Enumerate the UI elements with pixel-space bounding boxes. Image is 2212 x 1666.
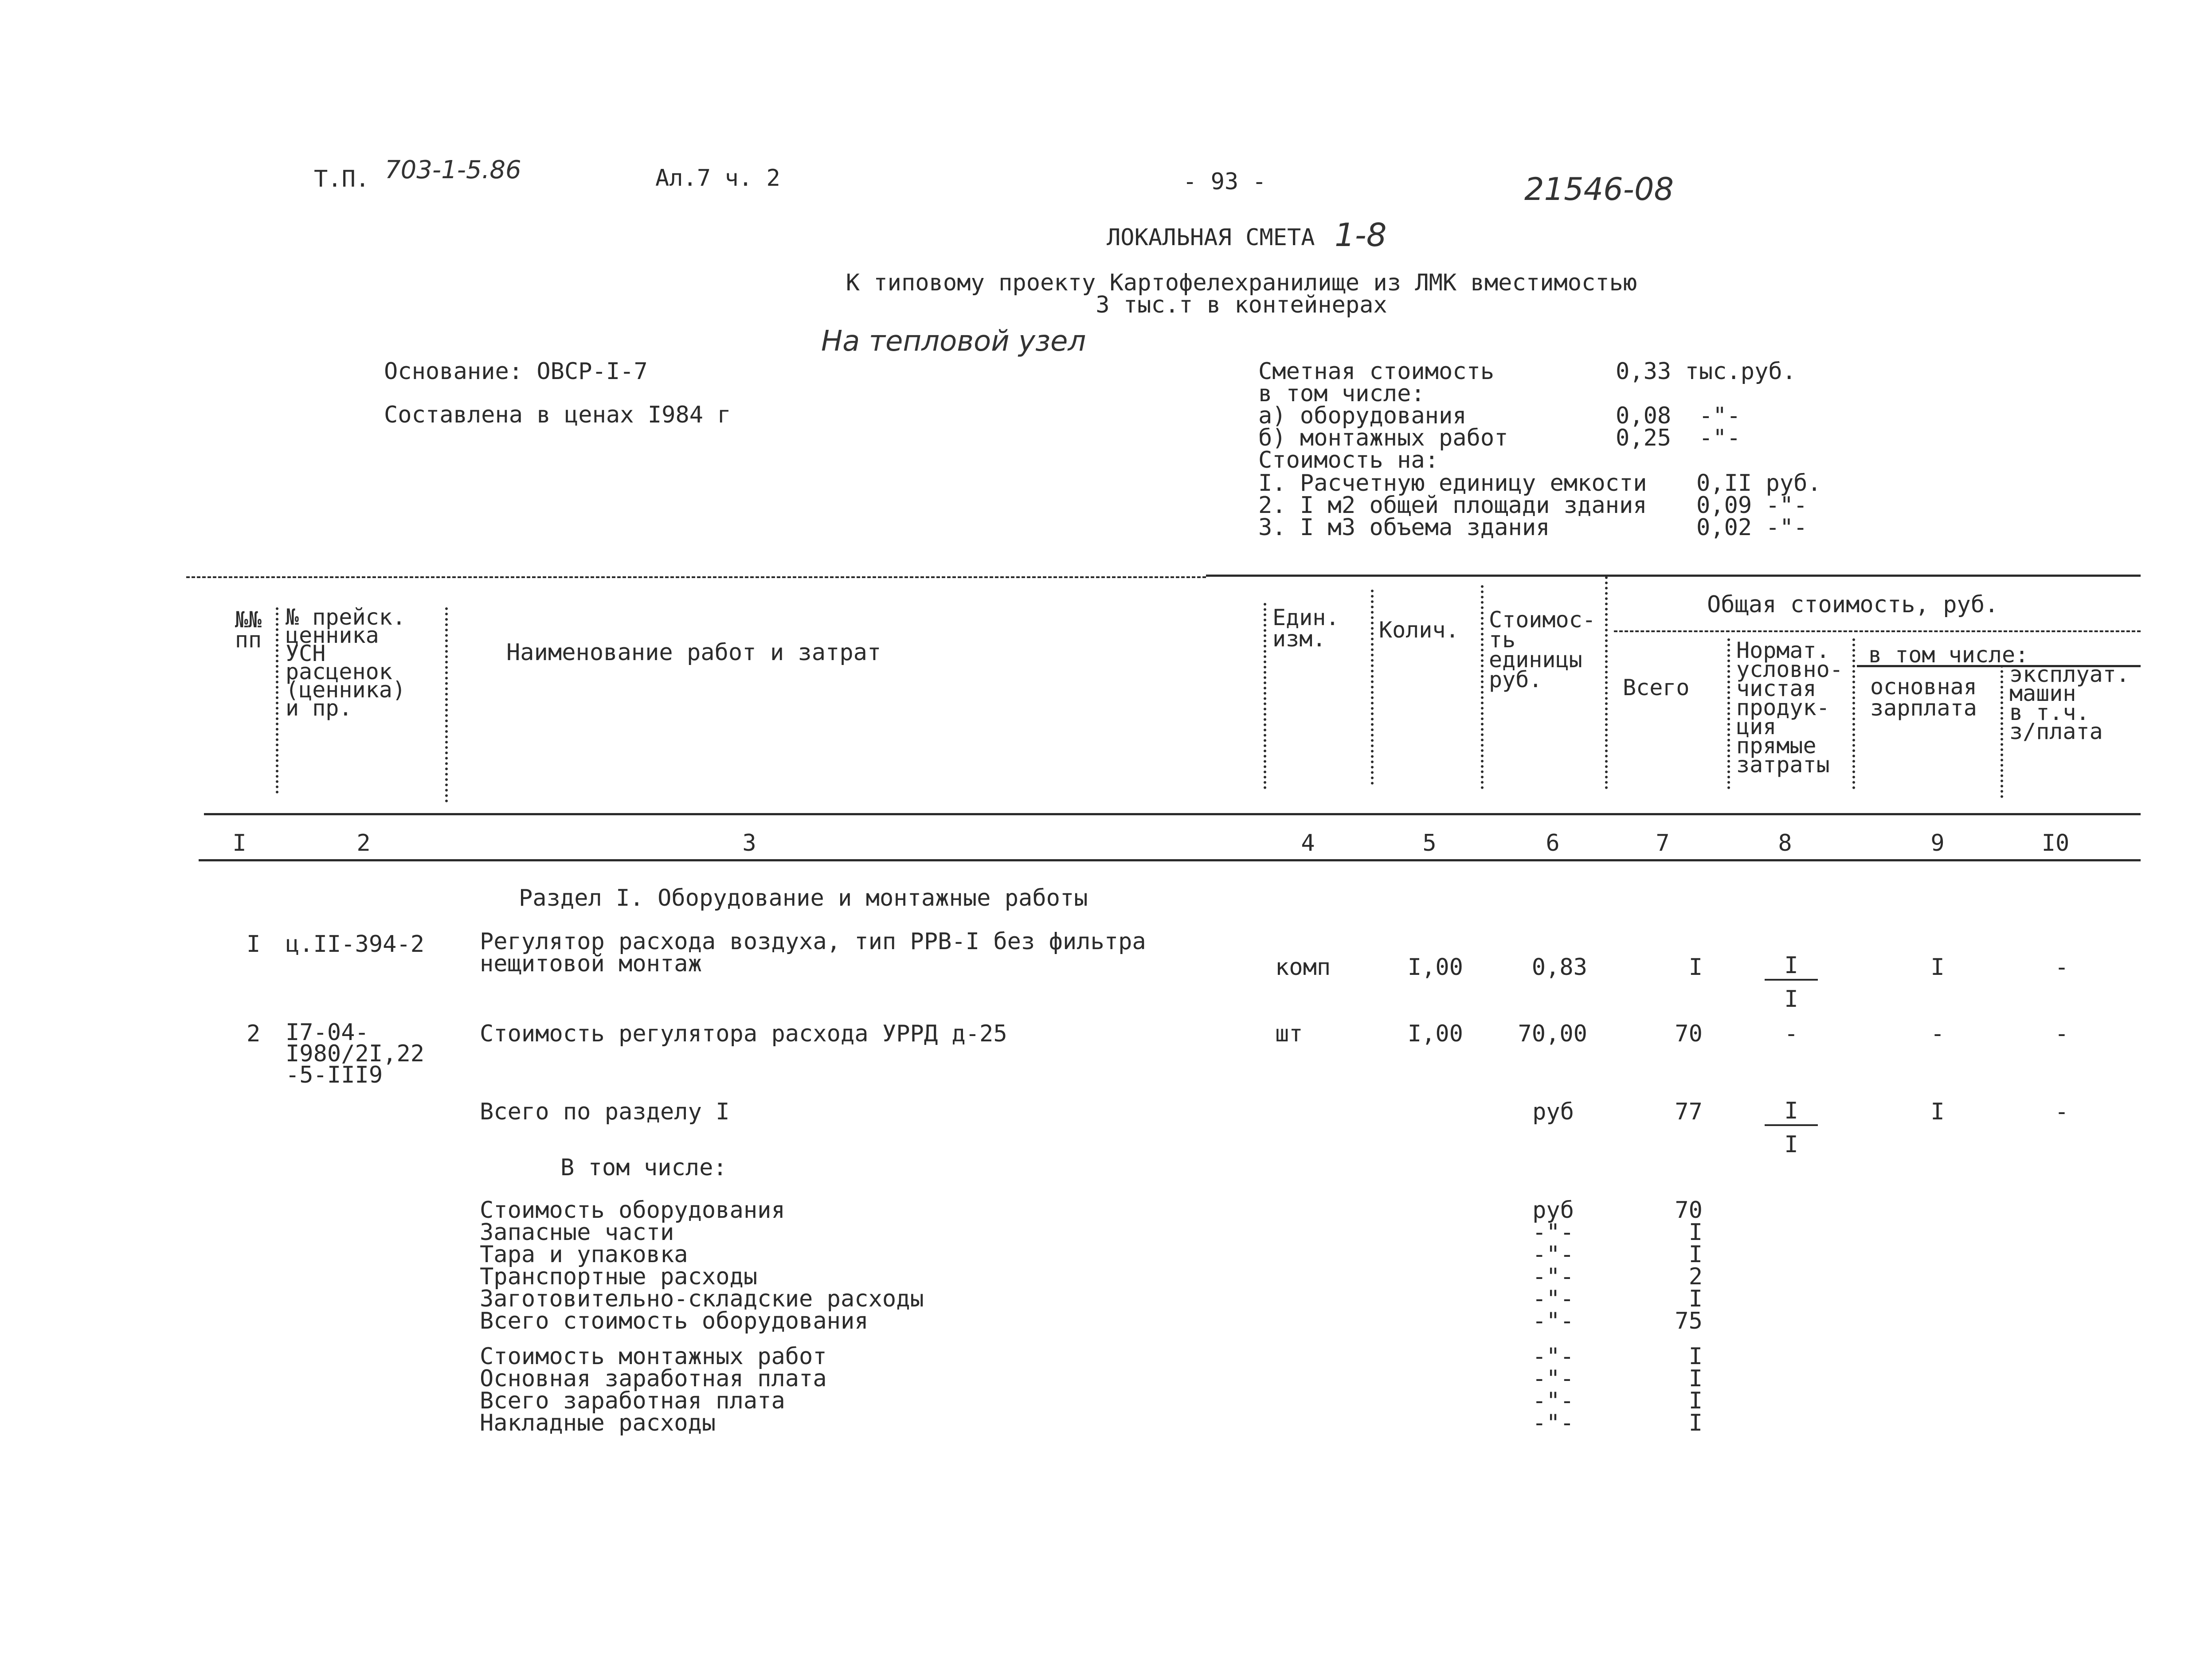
row-norm-bottom: I bbox=[1784, 986, 1798, 1013]
tp-prefix: Т.П. bbox=[314, 166, 370, 192]
colnum: I0 bbox=[2041, 830, 2070, 856]
table-top-rule bbox=[1206, 575, 2141, 577]
breakdown-unit: -"- bbox=[1532, 1365, 1574, 1392]
doc-title-number: 1-8 bbox=[1335, 216, 1387, 254]
summary-mount-label: б) монтажных работ bbox=[1258, 425, 1508, 451]
col-separator bbox=[276, 607, 278, 794]
row-price: 70,00 bbox=[1518, 1021, 1587, 1047]
doc-code: 21546-08 bbox=[1524, 171, 1674, 207]
doc-title: ЛОКАЛЬНАЯ СМЕТА bbox=[1107, 224, 1315, 251]
row-name: Регулятор расхода воздуха, тип РРВ-I без фильтра нещитовой монтаж bbox=[480, 928, 1146, 977]
header-total: Всего bbox=[1623, 675, 1690, 700]
breakdown-value: I bbox=[1688, 1241, 1703, 1268]
col-separator bbox=[445, 607, 448, 802]
header-unit: Един. изм. bbox=[1272, 605, 1339, 652]
row-num: 2 bbox=[247, 1021, 261, 1047]
row-total: 70 bbox=[1675, 1021, 1703, 1047]
breakdown-label: Всего стоимость оборудования bbox=[480, 1308, 869, 1334]
breakdown-unit: -"- bbox=[1532, 1308, 1574, 1334]
summary-unit3-label: 3. I м3 объема здания bbox=[1258, 514, 1550, 541]
colnum-bottom-rule bbox=[199, 859, 2141, 861]
section-total-label: Всего по разделу I bbox=[480, 1099, 730, 1125]
col-separator bbox=[1852, 638, 1855, 789]
colnum: 8 bbox=[1778, 830, 1792, 856]
summary-equip-label: а) оборудования bbox=[1258, 403, 1467, 429]
summary-unit1-value: 0,II руб. bbox=[1696, 470, 1821, 497]
breakdown-unit: -"- bbox=[1532, 1286, 1574, 1312]
breakdown-label: Запасные части bbox=[480, 1219, 674, 1246]
page-number: - 93 - bbox=[1183, 168, 1266, 195]
section-total-value: 77 bbox=[1675, 1099, 1703, 1125]
breakdown-unit: -"- bbox=[1532, 1410, 1574, 1436]
col-separator bbox=[1264, 603, 1266, 789]
row-code: I7-04- I980/2I,22 -5-III9 bbox=[286, 1019, 425, 1088]
row-code: ц.II-394-2 bbox=[286, 931, 425, 958]
breakdown-value: I bbox=[1688, 1410, 1703, 1436]
breakdown-label: Заготовительно-складские расходы bbox=[480, 1286, 924, 1312]
row-price: 0,83 bbox=[1531, 954, 1587, 981]
row-qty: I,00 bbox=[1407, 954, 1463, 981]
summary-equip-value: 0,08 -"- bbox=[1616, 403, 1741, 429]
row-num: I bbox=[247, 931, 261, 958]
summary-unit2-label: 2. I м2 общей площади здания bbox=[1258, 492, 1647, 519]
header-name: Наименование работ и затрат bbox=[506, 639, 881, 666]
group-header-rule bbox=[1614, 630, 2141, 632]
summary-unit2-value: 0,09 -"- bbox=[1696, 492, 1808, 519]
header-num: №№ пп bbox=[235, 607, 262, 653]
breakdown-label: Тара и упаковка bbox=[480, 1241, 688, 1268]
row-unit: комп bbox=[1275, 954, 1331, 981]
estimate-subject: На тепловой узел bbox=[821, 325, 1086, 358]
colnum: 3 bbox=[742, 830, 756, 856]
row-qty: I,00 bbox=[1407, 1021, 1463, 1047]
summary-unit1-label: I. Расчетную единицу емкости bbox=[1258, 470, 1647, 497]
breakdown-unit: -"- bbox=[1532, 1388, 1574, 1414]
row-machines: - bbox=[2055, 954, 2069, 981]
col-separator bbox=[1605, 576, 1608, 789]
breakdown-value: I bbox=[1688, 1219, 1703, 1246]
breakdown-label: Транспортные расходы bbox=[480, 1263, 758, 1290]
colnum: I bbox=[232, 830, 247, 856]
colnum: 5 bbox=[1422, 830, 1437, 856]
breakdown-unit: -"- bbox=[1532, 1343, 1574, 1370]
tp-number: 703-1-5.86 bbox=[385, 156, 521, 184]
row-machines: - bbox=[2055, 1021, 2069, 1047]
row-total: I bbox=[1688, 954, 1703, 981]
breakdown-value: 70 bbox=[1675, 1197, 1703, 1224]
breakdown-value: 75 bbox=[1675, 1308, 1703, 1334]
header-unit-price: Стоимос- ть единицы руб. bbox=[1489, 607, 1596, 692]
section-total-salary: I bbox=[1930, 1099, 1945, 1125]
breakdown-value: I bbox=[1688, 1343, 1703, 1370]
section-total-norm-bottom: I bbox=[1784, 1131, 1798, 1158]
header-bottom-rule-a bbox=[204, 813, 1206, 815]
row-norm-fraction bbox=[1765, 954, 1818, 1011]
header-incl: в том числе: bbox=[1868, 642, 2029, 668]
row-salary: - bbox=[1930, 1021, 1945, 1047]
breakdown-label: Стоимость оборудования bbox=[480, 1197, 785, 1224]
project-line-2: 3 тыс.т в контейнерах bbox=[1096, 292, 1387, 318]
col-separator bbox=[1727, 638, 1730, 789]
section-total-unit: руб bbox=[1532, 1099, 1574, 1125]
prices-label: Составлена в ценах I984 г bbox=[384, 402, 731, 428]
header-machines: эксплуат. машин в т.ч. з/плата bbox=[2009, 661, 2130, 744]
breakdown-unit: -"- bbox=[1532, 1241, 1574, 1268]
header-bottom-rule-b bbox=[1206, 813, 2141, 815]
header-price-list: № прейск. ценника УСН расценок (ценника) и пр. bbox=[286, 604, 406, 721]
breakdown-label: Стоимость монтажных работ bbox=[480, 1343, 827, 1370]
breakdown-unit: руб bbox=[1532, 1197, 1574, 1224]
row-unit: шт bbox=[1275, 1021, 1303, 1047]
breakdown-label: Основная заработная плата bbox=[480, 1365, 827, 1392]
breakdown-value: I bbox=[1688, 1286, 1703, 1312]
breakdown-value: I bbox=[1688, 1388, 1703, 1414]
row-norm-top: I bbox=[1765, 954, 1818, 981]
incl-label: В том числе: bbox=[560, 1154, 727, 1181]
section-title: Раздел I. Оборудование и монтажные работы bbox=[519, 885, 1088, 911]
summary-mount-value: 0,25 -"- bbox=[1616, 425, 1741, 451]
summary-total-label: Сметная стоимость bbox=[1258, 358, 1495, 385]
colnum: 2 bbox=[356, 830, 371, 856]
header-norm: Нормат. условно- чистая продук- ция прямые затраты bbox=[1736, 637, 1843, 778]
basis-label: Основание: ОВСР-I-7 bbox=[384, 358, 648, 385]
breakdown-unit: -"- bbox=[1532, 1263, 1574, 1290]
section-total-norm-top: I bbox=[1765, 1099, 1818, 1126]
header-group: Общая стоимость, руб. bbox=[1707, 591, 1999, 618]
row-norm: - bbox=[1784, 1021, 1798, 1047]
section-total-norm-fraction bbox=[1765, 1099, 1818, 1156]
section-total-machines: - bbox=[2055, 1099, 2069, 1125]
row-name: Стоимость регулятора расхода УРРД д-25 bbox=[480, 1021, 1007, 1047]
row-salary: I bbox=[1930, 954, 1945, 981]
colnum: 7 bbox=[1656, 830, 1670, 856]
summary-unit3-value: 0,02 -"- bbox=[1696, 514, 1808, 541]
table-top-rule-left bbox=[186, 576, 1206, 578]
colnum: 6 bbox=[1546, 830, 1560, 856]
col-separator bbox=[2001, 665, 2003, 798]
breakdown-label: Накладные расходы bbox=[480, 1410, 716, 1436]
breakdown-unit: -"- bbox=[1532, 1219, 1574, 1246]
col-separator bbox=[1371, 590, 1374, 785]
project-line-1: К типовому проекту Картофелехранилище из ЛМК вместимостью bbox=[846, 270, 1637, 296]
colnum: 4 bbox=[1301, 830, 1315, 856]
album-label: Ал.7 ч. 2 bbox=[655, 165, 780, 192]
header-salary: основная зарплата bbox=[1870, 674, 1977, 721]
summary-incl: в том числе: bbox=[1258, 380, 1425, 407]
header-qty: Колич. bbox=[1379, 617, 1459, 643]
colnum: 9 bbox=[1930, 830, 1945, 856]
summary-total-value: 0,33 тыс.руб. bbox=[1616, 358, 1796, 385]
breakdown-label: Всего заработная плата bbox=[480, 1388, 785, 1414]
col-separator bbox=[1481, 585, 1484, 789]
breakdown-value: I bbox=[1688, 1365, 1703, 1392]
breakdown-value: 2 bbox=[1688, 1263, 1703, 1290]
summary-cost-on: Стоимость на: bbox=[1258, 447, 1439, 473]
